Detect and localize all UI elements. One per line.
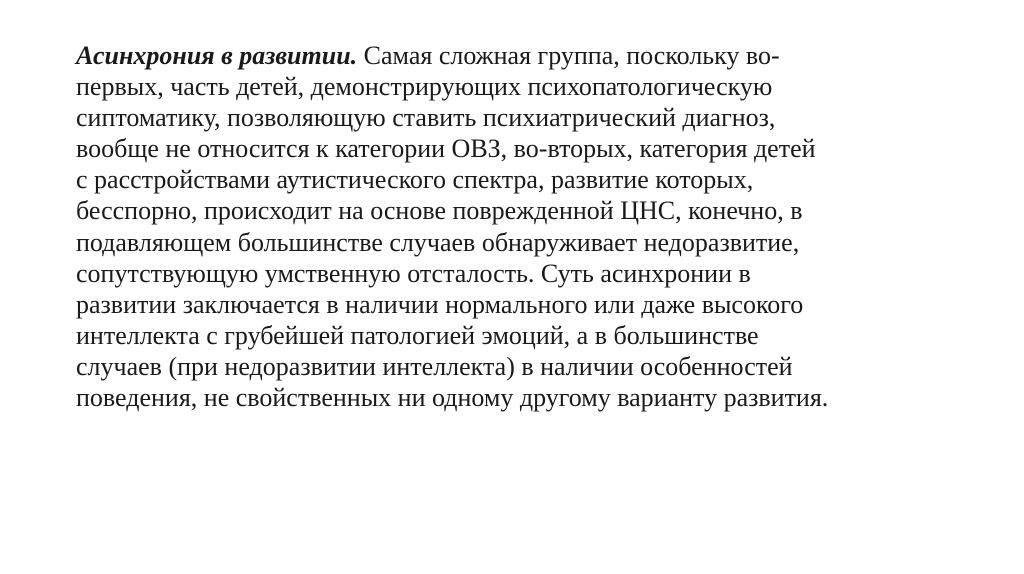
- paragraph-line-12: поведения, не свойственных ни одному другому варианту развития.: [76, 383, 829, 413]
- paragraph-line-8: сопутствующую умственную отсталость. Суть асинхронии в: [76, 258, 751, 288]
- paragraph-line-6: бесспорно, происходит на основе поврежденной ЦНС, конечно, в: [76, 196, 803, 226]
- paragraph-line-2: первых, часть детей, демонстрирующих психопатологическую: [76, 72, 773, 102]
- paragraph-line-4: вообще не относится к категории ОВЗ, во-вторых, категория детей: [76, 134, 816, 164]
- paragraph-line-5: с расстройствами аутистического спектра, развитие которых,: [76, 165, 754, 195]
- paragraph-line-1-text: Самая сложная группа, поскольку во-: [357, 41, 780, 70]
- paragraph-line-1: [76, 40, 956, 71]
- paragraph-line-7: подавляющем большинстве случаев обнаруживает недоразвитие,: [76, 227, 800, 257]
- paragraph-line-11: случаев (при недоразвитии интеллекта) в наличии особенностей: [76, 351, 793, 381]
- paragraph-line-3: сиптоматику, позволяющую ставить психиатрический диагноз,: [76, 103, 776, 133]
- paragraph-line-9: развитии заключается в наличии нормального или даже высокого: [76, 289, 804, 319]
- body-paragraph: [76, 40, 956, 413]
- term-heading: Асинхрония в развитии.: [76, 41, 358, 70]
- paragraph-line-10: интеллекта с грубейшей патологией эмоций, а в большинстве: [76, 320, 759, 350]
